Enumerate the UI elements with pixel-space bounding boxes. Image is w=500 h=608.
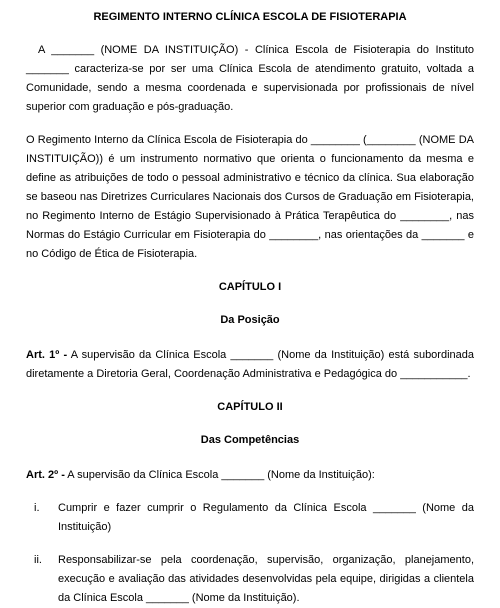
article-1-text: A supervisão da Clínica Escola _______ (Nome da Instituição) está subordinada diretamente a Diretoria Geral, Coordenação Administrativa e Pedagógica do ___________. [26, 349, 474, 380]
document-title: REGIMENTO INTERNO CLÍNICA ESCOLA DE FISIOTERAPIA [93, 11, 407, 23]
list-item [26, 499, 474, 537]
chapter-2-subheading: Das Competências [200, 434, 300, 446]
chapter-2-heading: CAPÍTULO II [217, 401, 283, 413]
list-item-text: Responsabilizar-se pela coordenação, supervisão, organização, planejamento, execução e avaliação das atividades desenvolvidas pela equipe, dirigidas a clientela da Clínica Escola _______ (Nome da Instituição). [58, 554, 474, 604]
article-2 [26, 466, 474, 485]
article-1 [26, 346, 474, 384]
list-item-marker: i. [34, 502, 40, 514]
intro-paragraph: A _______ (NOME DA INSTITUIÇÃO) - Clínica Escola de Fisioterapia do Instituto _______ caracteriza-se por ser uma Clínica Escola de atendimento gratuito, voltada a Comunidade, sendo a mesma coordenada e supervisionada por profissionais de nível superior com graduação e pós-graduação. [26, 44, 474, 113]
article-2-label: Art. 2º - [26, 469, 65, 481]
list-item-text: Cumprir e fazer cumprir o Regulamento da Clínica Escola _______ (Nome da Instituição) [58, 502, 474, 533]
list-item [26, 551, 474, 608]
article-1-label: Art. 1º - [26, 349, 68, 361]
regiment-description-paragraph: O Regimento Interno da Clínica Escola de Fisioterapia do ________ (________ (NOME DA INSTITUIÇÃO)) é um instrumento normativo que orienta o funcionamento da mesma e define as atribuições de todo o pessoal administrativo e técnico da clínica. Sua elaboração se baseou nas Diretrizes Curriculares Nacionais dos Cursos de Graduação em Fisioterapia, no Regimento Interno de Estágio Supervisionado à Prática Terapêutica do ________, nas Normas do Estágio Curricular em Fisioterapia do ________, nas orientações da _______ e no Código de Ética de Fisioterapia. [26, 134, 474, 260]
article-2-text: A supervisão da Clínica Escola _______ (Nome da Instituição): [64, 469, 375, 481]
chapter-1-heading: CAPÍTULO I [218, 281, 282, 293]
list-item-marker: ii. [34, 554, 42, 566]
chapter-1-subheading: Da Posição [220, 314, 280, 326]
